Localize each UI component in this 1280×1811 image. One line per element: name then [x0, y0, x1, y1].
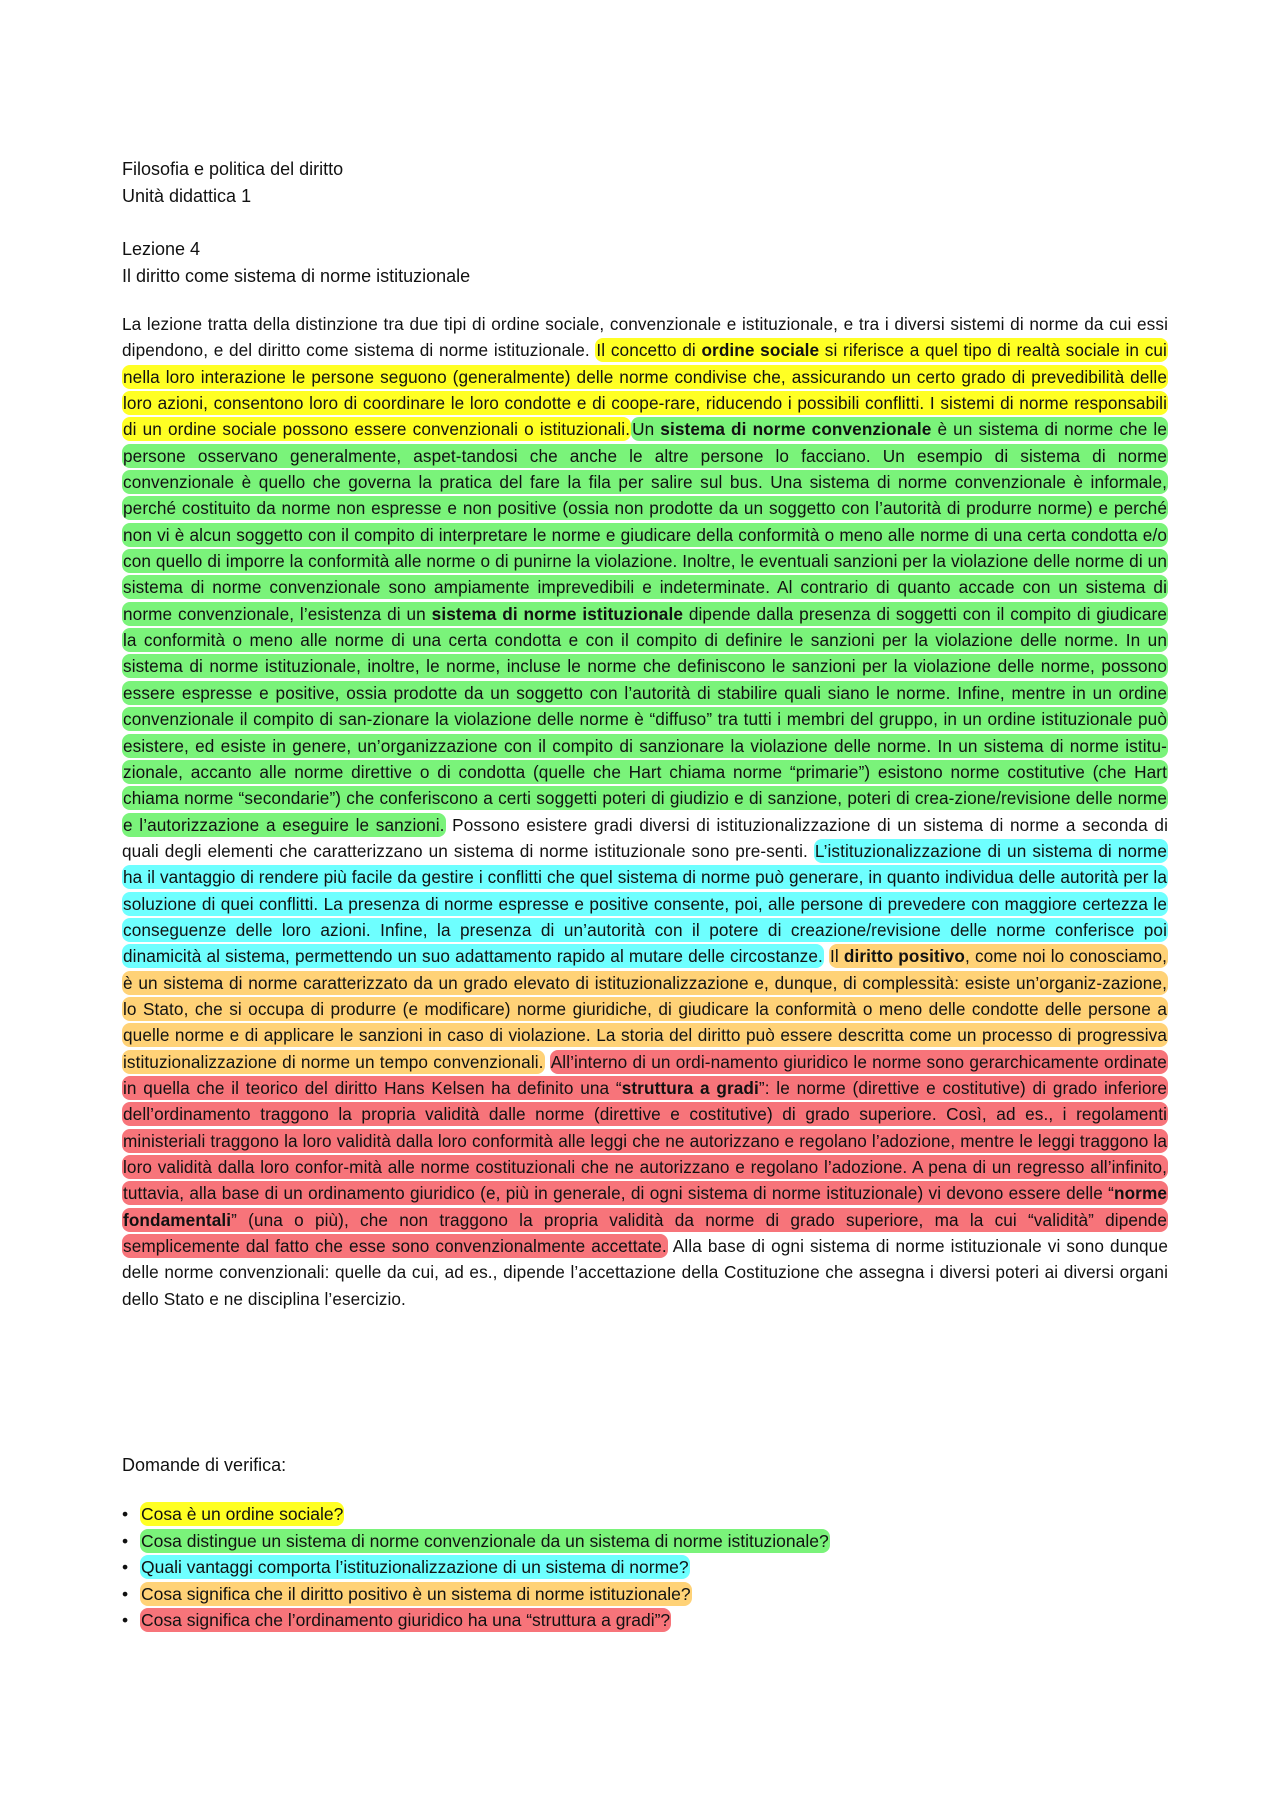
question-text: Cosa è un ordine sociale?	[141, 1504, 344, 1524]
bullet: •	[122, 1530, 129, 1551]
question-text: Cosa significa che il diritto positivo è un sistema di norme istituzionale?	[141, 1583, 691, 1604]
text-segment: , come noi lo conosciamo, è un sistema di norme caratterizzato da un grado elevato di istituzionalizzazione e, dunque, di complessità: esiste un’organiz-zazione, lo Stato, che si occupa di produrre (e modificare) norme giuridiche, di giudicare la conformità o meno delle condotte delle persone a quelle norme e di applicare le sanzioni in caso di violazione. La storia del diritto può essere descritta come un processo di progressiva istituzionalizzazione di norme un tempo convenzionali.	[123, 946, 1167, 1072]
bullet: •	[122, 1557, 129, 1577]
questions-heading: Domande di verifica:	[122, 1455, 287, 1475]
text-segment: dipende dalla presenza di soggetti con il compito di giudicare la conformità o meno alle norme di una certa condotta e con il compito di definire le sanzioni per la violazione delle norme. In un sistema di norme istituzionale, inoltre, le norme, incluse le norme che definiscono le sanzioni per la violazione delle norme, possono essere espresse e positive, ossia prodotte da un soggetto con l’autorità di stabilire quali siano le norme. Infine, mentre in un ordine convenzionale il compito di san-zionare la violazione delle norme è “diffuso” tra tutti i membri del gruppo, in un ordine istituzionale può esistere, ed esiste in genere, un’organizzazione con il compito di sanzionare la violazione delle norme. In un sistema di norme istitu-zionale, accanto alle norme direttive o di condotta (quelle che Hart chiama norme “primarie”) esistono norme costitutive (che Hart chiama norme “secondarie”) che conferiscono a certi soggetti poteri di giudizio e di sanzione, poteri di crea-zione/revisione delle norme e l’autorizzazione a eseguire le sanzioni.	[123, 603, 1167, 835]
lesson-number: Lezione 4	[122, 239, 201, 259]
lesson-body	[122, 311, 1168, 1312]
term-sistema-istituzionale: sistema di norme istituzionale	[431, 603, 683, 624]
text-segment: ”: le norme (direttive e costitutive) di grado inferiore dell’ordinamento traggono la propria validità dalle norme (direttive e costitutive) di grado superiore. Così, ad es., i regolamenti ministeriali traggono la loro validità dalla loro conformità alle leggi che ne autorizzano e regolano l’adozione, mentre le leggi traggono la loro validità dalla loro confor-mità alle norme costituzionali che ne autorizzano e regolano l’adozione. A pena di un regresso all’infinito, tuttavia, alla base di un ordinamento giuridico (e, più in generale, di ogni sistema di norme istituzionale) vi devono essere delle “	[123, 1077, 1167, 1204]
bullet: •	[122, 1583, 129, 1604]
intro-text: La lezione tratta della distinzione tra due tipi di ordine sociale, convenzionale e istituzionale, e tra i diversi sistemi di norme da cui essi dipendono, e del diritto come sistema di norme istituzionale.	[122, 314, 1168, 361]
text-segment: ” (una o più), che non traggono la propria validità da norme di grado superiore, ma la cui “validità” dipende semplicemente dal fatto che esse sono convenzionalmente accettate.	[123, 1209, 1167, 1257]
text-segment: Il	[829, 946, 844, 967]
questions-list	[122, 1501, 830, 1634]
term-norme-fondamentali: norme fondamentali	[123, 1183, 1167, 1230]
list-item	[122, 1528, 830, 1555]
term-struttura-a-gradi: struttura a gradi	[621, 1077, 759, 1098]
highlight-struttura-gradi	[122, 1050, 1168, 1258]
plain-text-conclusion: Alla base di ogni sistema di norme istituzionale vi sono dunque delle norme convenzionali: quelle da cui, ad es., dipende l’accettazione della Costituzione che assegna i diversi poteri ai diversi organi dello Stato e ne disciplina l’esercizio.	[122, 1236, 1169, 1309]
highlight-istituzionalizzazione: L’istituzionalizzazione di un sistema di norme ha il vantaggio di rendere più facile da gestire i conflitti che quel sistema di norme può generare, in quanto individua delle autorità per la soluzione di quei conflitti. La presenza di norme espresse e positive consente, poi, alle persone di prevedere con maggiore certezza le conseguenze delle loro azioni. Infine, la presenza di un’autorità con il potere di creazione/revisione delle norme conferisce poi dinamicità al sistema, permettendo un suo adattamento rapido al mutare delle circostanze.	[123, 840, 1167, 967]
list-item	[122, 1607, 830, 1634]
question-text: Cosa significa che l’ordinamento giuridico ha una “struttura a gradi”?	[141, 1610, 671, 1630]
text-segment: è un sistema di norme che le persone osservano generalmente, aspet-tandosi che anche le altre persone lo facciano. Un esempio di sistema di norme convenzionale è quello che governa la pratica del fare la fila per salire sul bus. Una sistema di norme convenzionale è informale, perché costituito da norme non espresse e non positive (ossia non prodotte da un soggetto con l’autorità di produrre norme) e perché non vi è alcun soggetto con il compito di interpretare le norme e giudicare della conformità o meno alle norme di una certa condotta e/o con quello di imporre la conformità alle norme o di punirne la violazione. Inoltre, le eventuali sanzioni per la violazione delle norme di un sistema di norme convenzionale sono ampiamente imprevedibili e indeterminate. Al contrario di quanto accade con un sistema di norme convenzionale, l’esistenza di un	[123, 419, 1167, 624]
question-text: Quali vantaggi comporta l’istituzionalizzazione di un sistema di norme?	[141, 1557, 689, 1577]
term-ordine-sociale: ordine sociale	[701, 340, 820, 361]
term-diritto-positivo: diritto positivo	[843, 946, 965, 967]
bullet: •	[122, 1610, 129, 1630]
text-segment: All’interno di un ordi-namento giuridico le norme sono gerarchicamente ordinate in quella che il teorico del diritto Hans Kelsen ha definito una “	[123, 1051, 1167, 1098]
highlight-sistemi-norme	[122, 417, 1168, 836]
lesson-title: Il diritto come sistema di norme istituzionale	[122, 266, 471, 286]
course-title: Filosofia e politica del diritto	[122, 159, 344, 179]
bullet: •	[122, 1504, 129, 1524]
text-segment: Il concetto di	[596, 340, 702, 361]
unit-label: Unità didattica 1	[122, 186, 252, 206]
text-segment: Un	[632, 419, 661, 440]
question-text: Cosa distingue un sistema di norme convenzionale da un sistema di norme istituzionale?	[141, 1530, 829, 1551]
document-header	[122, 156, 343, 210]
lesson-heading	[122, 236, 470, 290]
term-sistema-convenzionale: sistema di norme convenzionale	[660, 419, 932, 440]
text-segment: si riferisce a quel tipo di realtà sociale in cui nella loro interazione le persone seguono (generalmente) delle norme condivise che, assicurando un certo grado di prevedibilità delle loro azioni, consentono loro di coordinare le loro condotte e di coope-rare, riducendo i possibili conflitti. I sistemi di norme responsabili di un ordine sociale possono essere convenzionali o istituzionali.	[123, 340, 1167, 440]
list-item	[122, 1501, 830, 1528]
list-item	[122, 1581, 830, 1608]
list-item	[122, 1554, 830, 1581]
plain-text-gradi: Possono esistere gradi diversi di istituzionalizzazione di un sistema di norme a seconda di quali degli elementi che caratterizzano un sistema di norme istituzionale sono pre-senti.	[122, 814, 1168, 861]
